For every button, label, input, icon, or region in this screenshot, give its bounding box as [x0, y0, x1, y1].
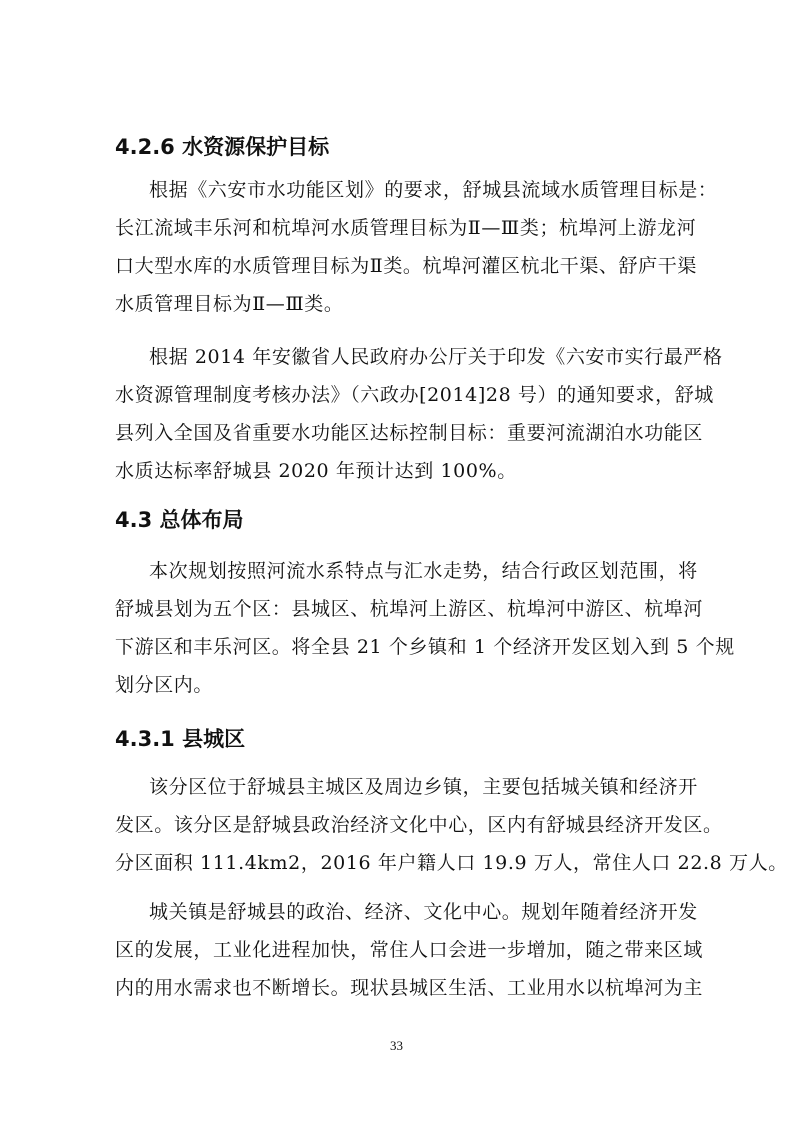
text-line: 内的用水需求也不断增长。现状县城区生活、工业用水以杭埠河为主: [115, 977, 704, 999]
paragraph-chengguan-town: [115, 893, 704, 1007]
text-line: 水资源管理制度考核办法》（六政办[2014]28 号）的通知要求，舒城: [115, 384, 714, 406]
text-line: 本次规划按照河流水系特点与汇水走势，结合行政区划范围，将: [149, 560, 698, 582]
page-number: 33: [390, 1038, 403, 1053]
text-line: 发区。该分区是舒城县政治经济文化中心，区内有舒城县经济开发区。: [115, 814, 723, 836]
paragraph-overall-layout: [115, 552, 735, 704]
text-line: 下游区和丰乐河区。将全县 21 个乡镇和 1 个经济开发区划入到 5 个规: [115, 636, 735, 658]
text-line: 水质达标率舒城县 2020 年预计达到 100%。: [115, 460, 517, 482]
text-line: 舒城县划为五个区：县城区、杭埠河上游区、杭埠河中游区、杭埠河: [115, 598, 704, 620]
paragraph-county-district: [115, 768, 788, 882]
section-heading-4-2-6: 4.2.6 水资源保护目标: [115, 135, 330, 159]
section-heading-4-3-1: 4.3.1 县城区: [115, 727, 246, 751]
text-line: 水质管理目标为Ⅱ—Ⅲ类。: [115, 293, 344, 315]
text-line: 长江流域丰乐河和杭埠河水质管理目标为Ⅱ—Ⅲ类；杭埠河上游龙河: [115, 217, 697, 239]
text-line: 该分区位于舒城县主城区及周边乡镇，主要包括城关镇和经济开: [149, 776, 698, 798]
text-line: 区的发展，工业化进程加快，常住人口会进一步增加，随之带来区域: [115, 939, 704, 961]
text-line: 分区面积 111.4km2，2016 年户籍人口 19.9 万人，常住人口 22.8 万人。: [115, 852, 788, 874]
text-line: 根据《六安市水功能区划》的要求，舒城县流域水质管理目标是：: [149, 179, 718, 201]
text-line: 县列入全国及省重要水功能区达标控制目标：重要河流湖泊水功能区: [115, 422, 704, 444]
text-line: 城关镇是舒城县的政治、经济、文化中心。规划年随着经济开发: [149, 901, 698, 923]
section-heading-4-3: 4.3 总体布局: [115, 508, 244, 532]
text-line: 根据 2014 年安徽省人民政府办公厅关于印发《六安市实行最严格: [149, 346, 723, 368]
paragraph-water-quality-targets: [115, 171, 718, 323]
text-line: 口大型水库的水质管理目标为Ⅱ类。杭埠河灌区杭北干渠、舒庐干渠: [115, 255, 697, 277]
paragraph-assessment-measures: [115, 338, 723, 490]
text-line: 划分区内。: [115, 674, 214, 696]
